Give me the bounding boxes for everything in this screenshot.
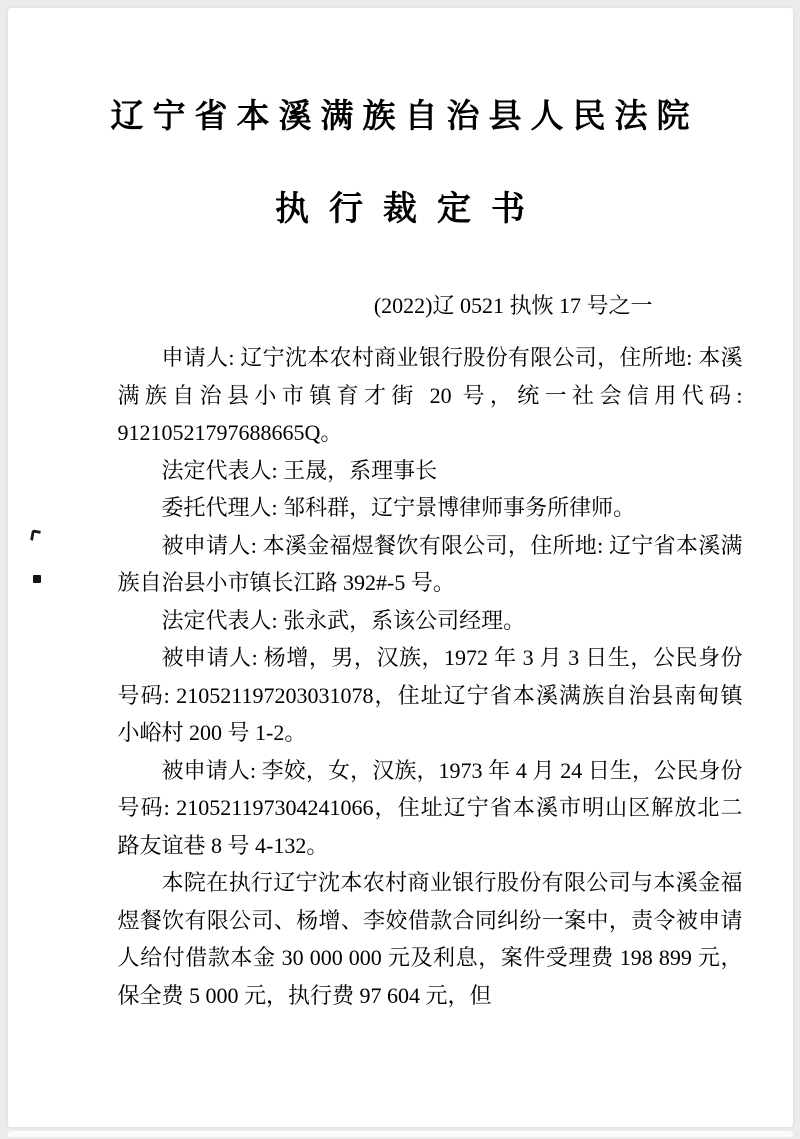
paragraph-respondent-li-jiao: 被申请人: 李姣，女，汉族，1973 年 4 月 24 日生，公民身份号码: 210521197304241066，住址辽宁省本溪市明山区解放北二路友谊巷 8 号 4-132。 <box>117 757 743 858</box>
case-number: (2022)辽 0521 执恢 17 号之一 <box>373 293 653 318</box>
document-title: 执行裁定书 <box>275 191 545 228</box>
paragraph-entrusted-agent: 委托代理人: 邹科群，辽宁景博律师事务所律师。 <box>161 495 636 520</box>
paragraph-applicant: 申请人: 辽宁沈本农村商业银行股份有限公司，住所地: 本溪满族自治县小市镇育才街 20 号，统一社会信用代码: 91210521797688665Q。 <box>117 345 743 445</box>
document-body <box>118 339 743 1014</box>
paragraph-respondent-yang-zeng: 被申请人: 杨增，男，汉族，1972 年 3 月 3 日生，公民身份号码: 210521197203031078，住址辽宁省本溪满族自治县南甸镇小峪村 200 号 1-2。 <box>117 645 743 745</box>
paragraph-legal-representative-applicant: 法定代表人: 王晟，系理事长 <box>161 457 438 483</box>
next-page-edge <box>8 1131 793 1137</box>
document-page <box>8 8 793 1127</box>
scan-artifact-dot <box>33 575 41 583</box>
paragraph-case-summary: 本院在执行辽宁沈本农村商业银行股份有限公司与本溪金福煜餐饮有限公司、杨增、李姣借款合同纠纷一案中，责令被申请人给付借款本金 30 000 000 元及利息，案件受理费 198 899 元，保全费 5 000 元，执行费 97 604 元，但 <box>117 870 743 1008</box>
paragraph-respondent-company: 被申请人: 本溪金福煜餐饮有限公司，住所地: 辽宁省本溪满族自治县小市镇长江路 392#-5 号。 <box>117 532 743 595</box>
court-name-heading: 辽宁省本溪满族自治县人民法院 <box>110 99 699 135</box>
scan-artifact-mark <box>30 529 41 541</box>
paragraph-legal-representative-respondent: 法定代表人: 张永武，系该公司经理。 <box>161 607 526 633</box>
scan-canvas <box>0 8 800 1139</box>
